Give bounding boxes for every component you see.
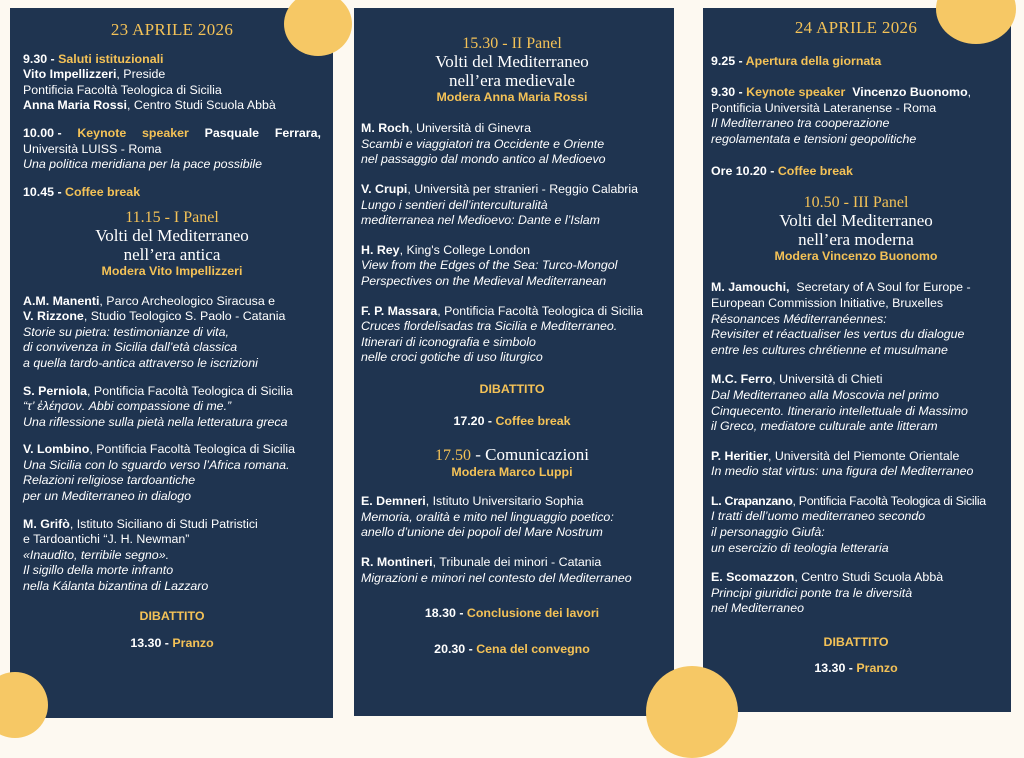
closing [361,606,663,622]
speaker-name: P. Heritier [711,448,768,463]
speaker-name: Anna Maria Rossi [23,98,127,113]
affiliation: , Tribunale dei minori - Catania [432,555,602,570]
speaker-first-name: Pasquale [204,125,260,140]
speaker-name: E. Scomazzon [711,570,795,585]
panel-title-line-1: Volti del Mediterraneo [435,51,589,71]
day-1-date: 23 APRILE 2026 [110,20,234,39]
affiliation: , Pontificia Facoltà Teologica di Sicilia [87,383,293,398]
talk-title-line: nella Kálanta bizantina di Lazzaro [23,579,209,594]
session-time: 17.50 [434,447,471,465]
talk-title-line: Dal Mediterraneo alla Moscovia nel primo [711,387,939,402]
keynote-session [23,126,321,173]
break-title: Coffee break [65,184,141,199]
affiliation: , Università di Ginevra [409,121,532,136]
affiliation: , Pontificia Facoltà Teologica di Sicilia [89,442,296,457]
talk-title-line: nelle croci gotiche di uso liturgico [361,350,543,365]
talk-title-line: Scambi e viaggiatori tra Occidente e Oriente [361,136,605,151]
session-moderator: Modera Marco Luppi [451,464,573,479]
talk-title-line: Cinquecento. Itinerario intellettuale di Massimo [711,403,968,418]
keynote-label: Keynote speaker [746,85,846,100]
speaker-name: R. Montineri [361,555,433,570]
time: 18.30 - [424,606,467,621]
panel-title-line-2: nell’era medievale [448,70,575,90]
talk-crupi [361,182,663,229]
session-title: - Comunicazioni [470,445,590,465]
program-day-1-afternoon-column [354,8,674,716]
talk-scomazzon [711,570,1001,617]
talk-title-line: Revisiter et réactualiser les vertus du dialogue [711,327,965,342]
talk-roch [361,121,663,168]
talk-heritier [711,449,1001,480]
talk-title-line: Relazioni religiose tardoantiche [23,473,196,488]
talk-ferro [711,372,1001,434]
talk-title-line: Il sigillo della morte infranto [23,563,174,578]
affiliation-line: e Tardoantichi “J. H. Newman” [23,532,190,547]
debate-label: DIBATTITO [479,381,545,396]
talk-title-line: View from the Edges of the Sea: Turco-Mongol [361,258,618,273]
decor-circle-bottom-middle [646,666,738,758]
affiliation: , Istituto Siciliano di Studi Patristici [69,516,258,531]
affiliation: , Università di Chieti [772,372,883,387]
talk-title-line: Itinerari di iconografia e simbolo [361,334,536,349]
talk-demneri [361,494,663,541]
talk-title-line: Cruces flordelisadas tra Sicilia e Mediterraneo. [361,319,618,334]
talk-title-line: regolamentata e tensioni geopolitiche [711,131,917,146]
talk-title-line: Storie su pietra: testimonianze di vita, [23,324,229,339]
panel-title-line-1: Volti del Mediterraneo [95,225,249,245]
talk-title-line: nel Mediterraneo [711,601,804,616]
panel-1-header [23,210,321,279]
speaker-role: , Preside [116,67,166,82]
talk-montineri [361,555,663,586]
closing-title: Conclusione dei lavori [466,606,600,621]
keynote-label: Keynote [77,125,127,140]
speaker-label: speaker [142,125,189,140]
panel-moderator: Modera Anna Maria Rossi [436,89,588,104]
affiliation: Secretary of A Soul for Europe - [796,280,971,295]
talk-title-line: Una Sicilia con lo sguardo verso l’Africa romana. [23,457,290,472]
panel-moderator: Modera Vito Impellizzeri [101,263,243,278]
speaker-name: H. Rey [361,242,400,257]
speaker-name: M. Grifò [23,516,70,531]
talk-rey [361,243,663,290]
panel-time: 11.15 - I Panel [125,209,219,227]
talk-title-line: nel passaggio dal mondo antico al Medioevo [361,152,606,167]
speaker-name: Vincenzo Buonomo [852,85,968,100]
speaker-name: L. Crapanzano [711,493,793,508]
talk-perniola [23,384,321,431]
speaker-last-name: Ferrara, [274,125,321,140]
affiliation: , Studio Teologico S. Paolo - Catania [83,309,286,324]
talk-jamouchi [711,280,1001,358]
coffee-break [361,414,663,430]
speaker-name: M. Jamouchi, [711,280,790,295]
speaker-name: M. Roch [361,121,410,136]
talk-title-line: entre les cultures chrétienne et musulmane [711,342,948,357]
speaker-name: V. Rizzone [23,309,84,324]
lunch [711,661,1001,677]
talk-title-line: Memoria, oralità e mito nel linguaggio poetico: [361,509,614,524]
talk-grifo [23,517,321,595]
speaker-name: S. Perniola [23,383,88,398]
time: 9.30 - [23,51,59,66]
affiliation: , Università del Piemonte Orientale [767,448,960,463]
communications-header [361,445,663,480]
opening [711,54,1001,70]
talk-massara [361,304,663,366]
panel-2-header [361,36,663,105]
talk-title-line: Principi giuridici ponte tra le diversità [711,585,913,600]
lunch [23,636,321,652]
affiliation: Pontificia Facoltà Teologica di Sicilia [23,82,222,97]
talk-title-line: Lungo i sentieri dell’interculturalità [361,197,548,212]
talk-title-line: il Greco, mediatore culturale ante litteram [711,419,938,434]
program-day-2-column [703,8,1011,712]
affiliation: Pontificia Università Lateranense - Roma [711,100,937,115]
panel-title-line-1: Volti del Mediterraneo [779,210,933,230]
debate-label: DIBATTITO [823,635,889,650]
speaker-name: V. Crupi [361,181,408,196]
dinner-title: Cena del convegno [476,641,590,656]
time: 10.45 - [23,184,66,199]
lunch-title: Pranzo [172,636,214,651]
speaker-name: Vito Impellizzeri [23,67,117,82]
affiliation: , King's College London [399,242,531,257]
talk-title-line: Migrazioni e minori nel contesto del Mediterraneo [361,570,632,585]
talk-title-line: un esercizio di teologia letteraria [711,540,889,555]
session-title: Saluti istituzionali [58,51,164,66]
talk-title-line: «Inaudito, terribile segno». [23,547,170,562]
speaker-role: , Centro Studi Scuola Abbà [126,98,276,113]
talk-manenti-rizzone [23,294,321,372]
speaker-name: A.M. Manenti [23,293,100,308]
affiliation: , Istituto Universitario Sophia [425,494,584,509]
affiliation: Università LUISS - Roma [23,141,162,156]
talk-title-line: Perspectives on the Medieval Mediterranean [361,273,607,288]
talk-title-line: il personaggio Giufà: [711,525,825,540]
affiliation: , Parco Archeologico Siracusa e [99,293,276,308]
talk-title-line: per un Mediterraneo in dialogo [23,489,192,504]
time: 9.30 - [711,85,747,100]
speaker-name: V. Lombino [23,442,90,457]
debate-label: DIBATTITO [139,608,205,623]
welcome-session [23,52,321,114]
panel-title-line-2: nell’era moderna [798,229,914,249]
day-2-date: 24 APRILE 2026 [794,18,918,37]
talk-title-line: In medio stat virtus: una figura del Mediterraneo [711,464,974,479]
talk-title-line: “τ’ ἐλέησον. Abbi compassione di me.” [23,399,232,414]
talk-title-line: mediterranea nel Medioevo: Dante e l’Islam [361,213,600,228]
coffee-break [711,164,1001,180]
time: 9.25 - [711,53,746,68]
time: 17.20 - [453,413,496,428]
time: 13.30 - [130,636,173,651]
talk-title-line: anello d’unione dei popoli del Mare Nostrum [361,525,603,540]
talk-title-line: Una riflessione sulla pietà nella letteratura greca [23,414,288,429]
break-title: Coffee break [495,413,571,428]
talk-title-line: di convivenza in Sicilia dall’età classica [23,340,238,355]
speaker-name: E. Demneri [361,494,426,509]
talk-title-line: Il Mediterraneo tra cooperazione [711,116,890,131]
affiliation-line: European Commission Initiative, Bruxelles [711,295,944,310]
opening-title: Apertura della giornata [745,53,882,68]
affiliation: , Università per stranieri - Reggio Calabria [407,181,639,196]
keynote-session: 9.30 - Keynote speaker Vincenzo Buonomo, Pontificia Università Lateranense - Roma Il Mediterraneo tra cooperazione regolamentata e tensioni geopolitiche [711,85,1001,147]
talk-title-line: I tratti dell’uomo mediterraneo secondo [711,509,926,524]
time: 10.00 - [23,125,62,140]
talk-title-line: a quella tardo-antica attraverso le iscrizioni [23,355,258,370]
panel-time: 10.50 - III Panel [803,194,909,212]
time: 20.30 - [434,641,477,656]
panel-moderator: Modera Vincenzo Buonomo [774,248,938,263]
decor-circle-top-left [284,0,352,56]
talk-title-line: Résonances Méditerranéennes: [711,311,887,326]
lunch-title: Pranzo [856,660,898,675]
time: Ore 10.20 - [711,163,778,178]
speaker-name: F. P. Massara [361,303,438,318]
break-title: Coffee break [777,163,853,178]
speaker-name: M.C. Ferro [711,372,773,387]
affiliation: , Pontificia Facoltà Teologica di Sicilia [792,493,986,508]
talk-lombino [23,442,321,504]
affiliation: , Centro Studi Scuola Abbà [794,570,944,585]
talk-crapanzano [711,494,1001,556]
dinner [361,642,663,658]
coffee-break [23,185,321,201]
panel-title-line-2: nell’era antica [123,244,221,264]
panel-3-header [711,195,1001,264]
time: 13.30 - [814,660,857,675]
program-day-1-column [10,8,333,718]
talk-title: Una politica meridiana per la pace possibile [23,157,262,172]
panel-time: 15.30 - II Panel [462,35,562,52]
affiliation: , Pontificia Facoltà Teologica di Sicilia [437,303,643,318]
